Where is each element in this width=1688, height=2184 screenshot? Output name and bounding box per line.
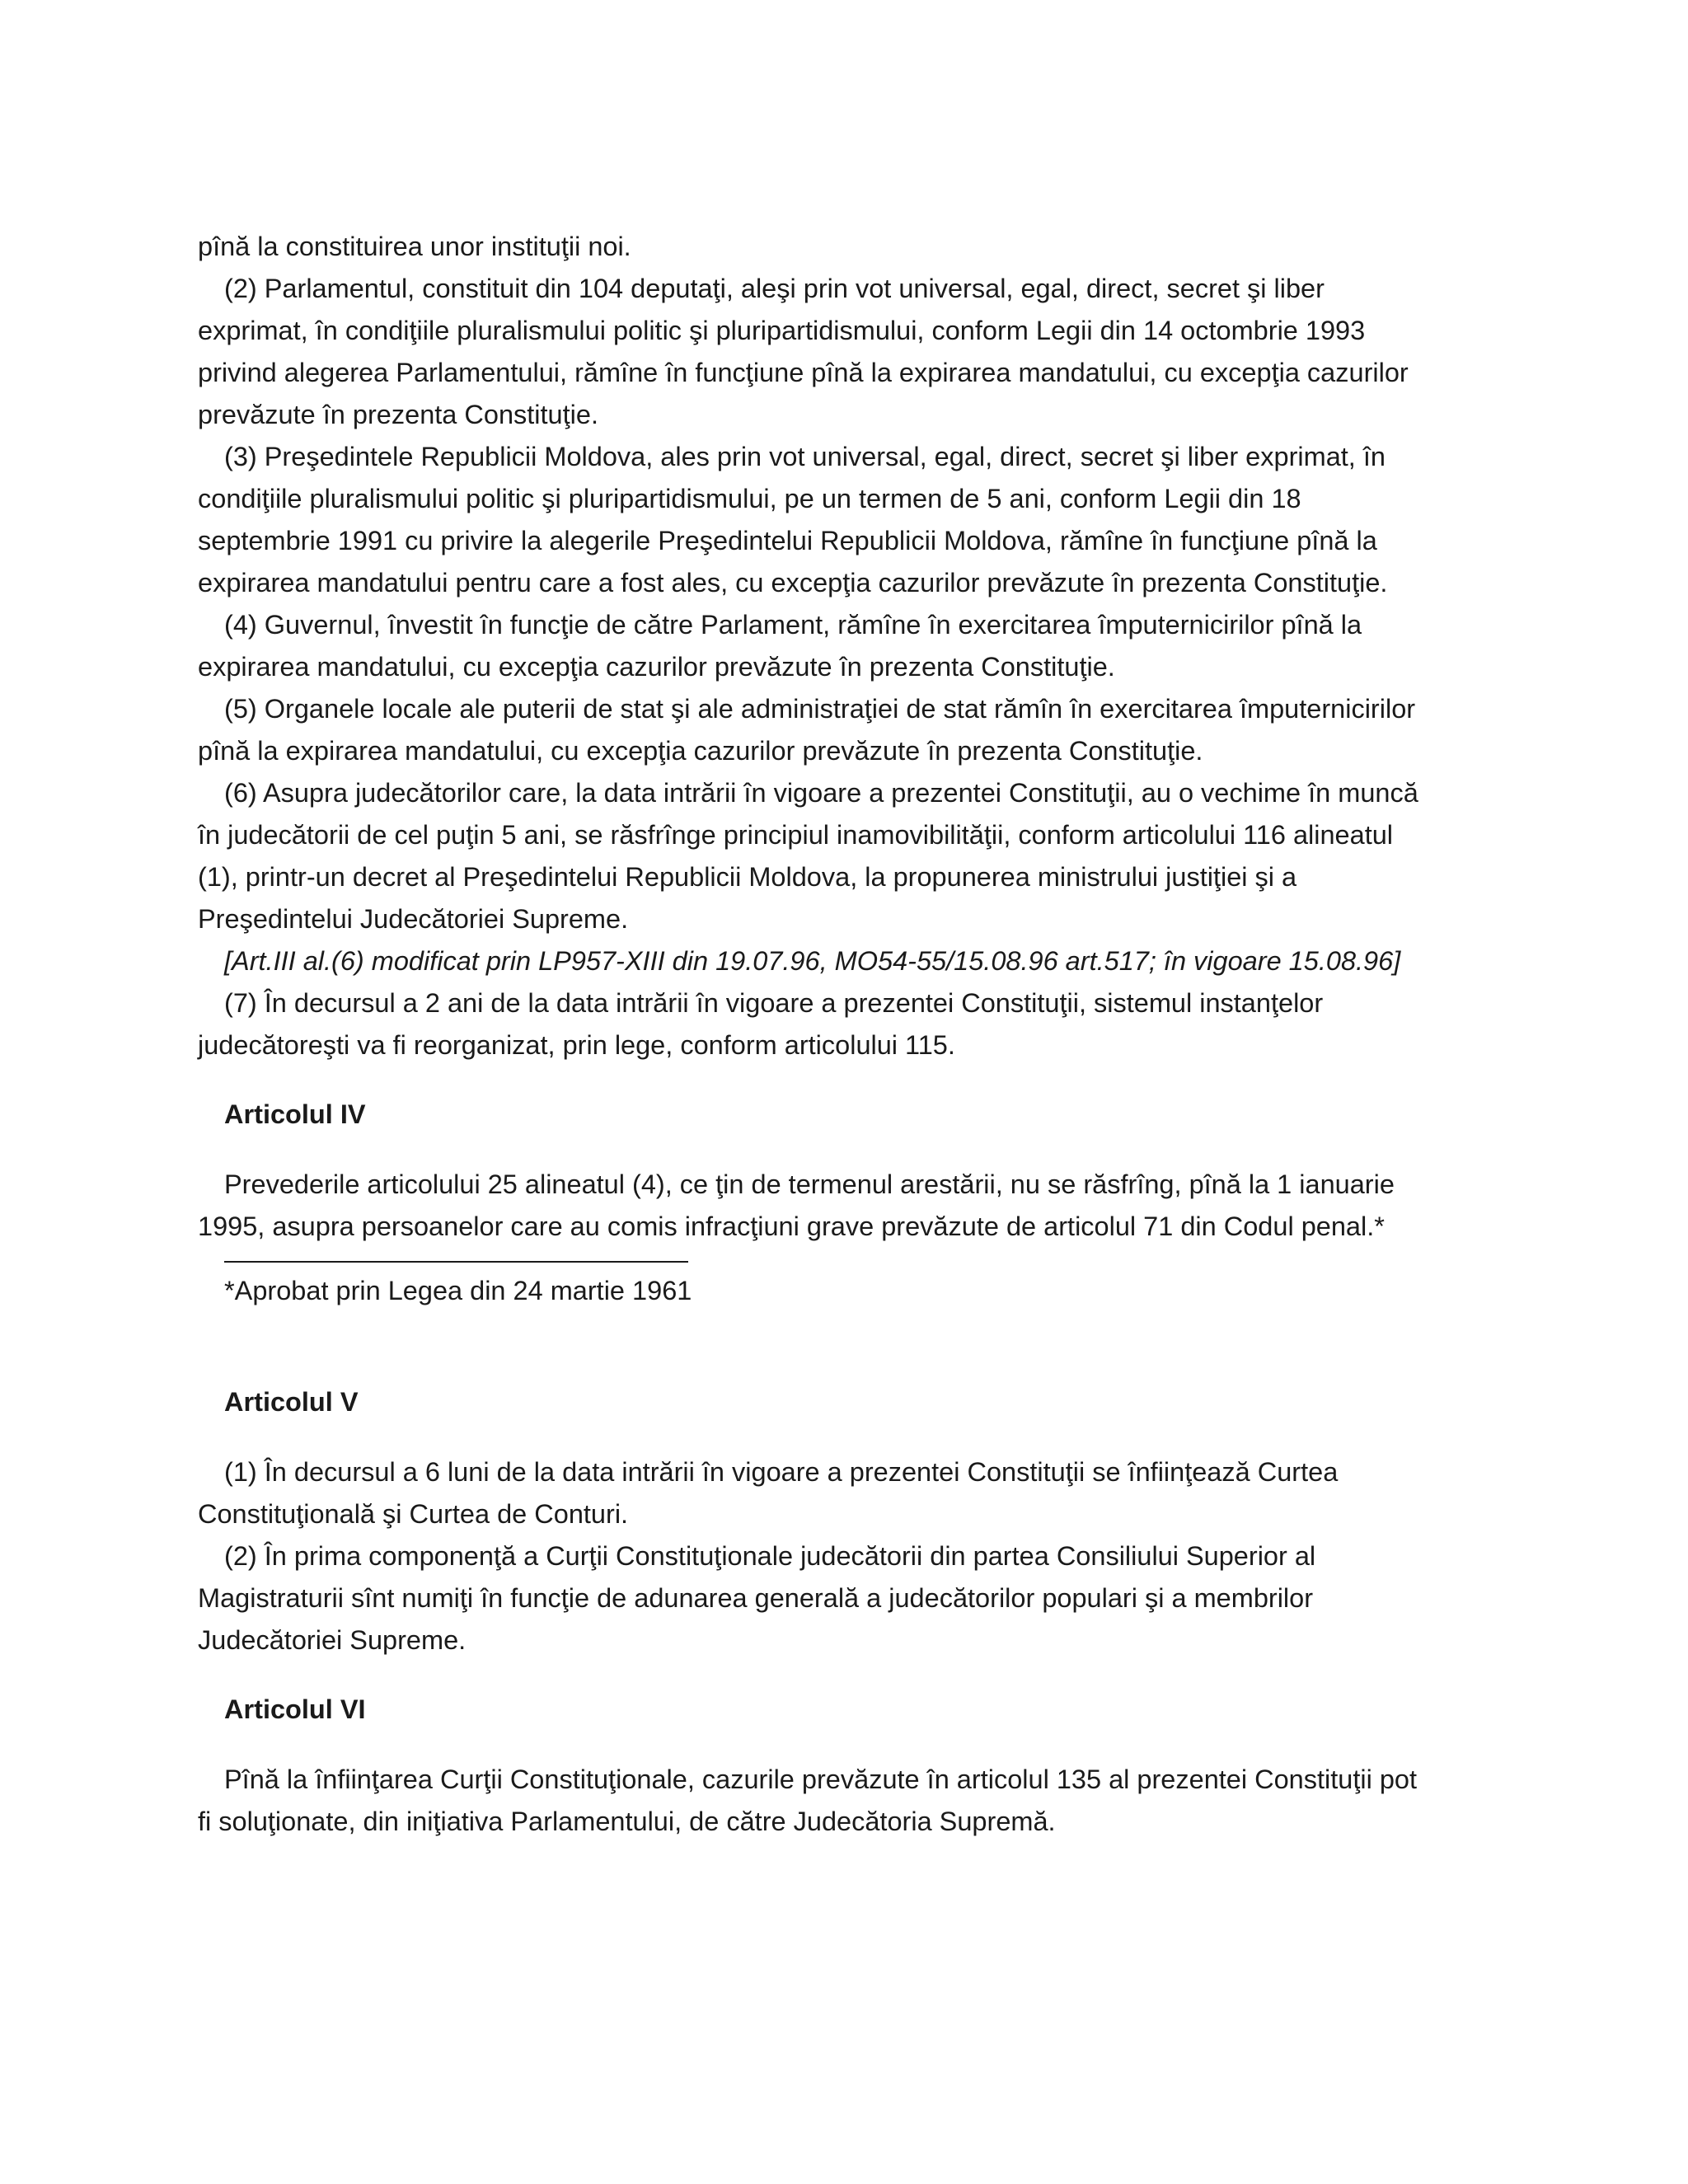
paragraph-5 <box>198 688 1517 772</box>
text-line: Constituţională şi Curtea de Conturi. <box>198 1499 629 1529</box>
text-line: (2) În prima componenţă a Curţii Constituţionale judecătorii din partea Consiliului Superior al <box>224 1541 1316 1571</box>
footnote-text: *Aprobat prin Legea din 24 martie 1961 <box>224 1276 692 1305</box>
article-6-heading: Articolul VI <box>224 1694 366 1724</box>
paragraph-4 <box>198 604 1517 688</box>
text-line: exprimat, în condiţiile pluralismului politic şi pluripartidismului, conform Legii din 14 octombrie 1993 <box>198 316 1366 345</box>
text-line: în judecătorii de cel puţin 5 ani, se răsfrînge principiul inamovibilităţii, conform articolului 116 alineatul <box>198 820 1394 850</box>
text-line: expirarea mandatului, cu excepţia cazurilor prevăzute în prezenta Constituţie. <box>198 652 1115 682</box>
text-line: judecătoreşti va fi reorganizat, prin lege, conform articolului 115. <box>198 1030 955 1060</box>
text-line: condiţiile pluralismului politic şi pluripartidismului, pe un termen de 5 ani, conform Legii din 18 <box>198 484 1301 513</box>
text-line: septembrie 1991 cu privire la alegerile Preşedintelui Republicii Moldova, rămîne în funcţiune pînă la <box>198 526 1377 555</box>
text-line: (2) Parlamentul, constituit din 104 deputaţi, aleşi prin vot universal, egal, direct, secret şi liber <box>224 274 1325 303</box>
article-4-body <box>198 1164 1517 1248</box>
text-line: (3) Preşedintele Republicii Moldova, ales prin vot universal, egal, direct, secret şi liber exprimat, în <box>224 442 1386 471</box>
article-5-heading: Articolul V <box>224 1387 359 1417</box>
text-line: pînă la expirarea mandatului, cu excepţia cazurilor prevăzute în prezenta Constituţie. <box>198 736 1203 766</box>
text-line: Magistraturii sînt numiţi în funcţie de adunarea generală a judecătorilor populari şi a membrilor <box>198 1583 1314 1613</box>
paragraph-3 <box>198 436 1517 604</box>
text-line: (5) Organele locale ale puterii de stat şi ale administraţiei de stat rămîn în exercitarea împuternicirilor <box>224 694 1416 724</box>
text-line: privind alegerea Parlamentului, rămîne în funcţiune pînă la expirarea mandatului, cu excepţia cazurilor <box>198 358 1409 387</box>
text-line: expirarea mandatului pentru care a fost ales, cu excepţia cazurilor prevăzute în prezenta Constituţie. <box>198 568 1388 598</box>
text-line: (6) Asupra judecătorilor care, la data intrării în vigoare a prezentei Constituţii, au o vechime în muncă <box>224 778 1418 808</box>
text-line: (1), printr-un decret al Preşedintelui Republicii Moldova, la propunerea ministrului justiţiei şi a <box>198 862 1297 892</box>
text-line: fi soluţionate, din iniţiativa Parlamentului, de către Judecătoria Supremă. <box>198 1807 1056 1836</box>
text-line: (7) În decursul a 2 ani de la data intrării în vigoare a prezentei Constituţii, sistemul instanţelor <box>224 988 1324 1018</box>
text-line: pînă la constituirea unor instituţii noi. <box>198 232 631 261</box>
text-line: Judecătoriei Supreme. <box>198 1625 467 1655</box>
paragraph-7 <box>198 982 1517 1066</box>
text-line: (4) Guvernul, învestit în funcţie de către Parlament, rămîne în exercitarea împuternicirilor pînă la <box>224 610 1362 640</box>
text-line: (1) În decursul a 6 luni de la data intrării în vigoare a prezentei Constituţii se înfiinţează Curtea <box>224 1457 1339 1487</box>
text-line: 1995, asupra persoanelor care au comis infracţiuni grave prevăzute de articolul 71 din Codul penal.* <box>198 1212 1385 1241</box>
article-4-heading: Articolul IV <box>224 1099 366 1129</box>
text-line: Preşedintelui Judecătoriei Supreme. <box>198 904 629 934</box>
text-line: prevăzute în prezenta Constituţie. <box>198 400 598 429</box>
paragraph-2 <box>198 268 1517 436</box>
text-line: Pînă la înfiinţarea Curţii Constituţionale, cazurile prevăzute în articolul 135 al prezentei Constituţii pot <box>224 1765 1418 1794</box>
document-page <box>198 226 1517 1843</box>
amendment-note: [Art.III al.(6) modificat prin LP957-XIII din 19.07.96, MO54-55/15.08.96 art.517; în vigoare 15.08.96] <box>224 946 1401 976</box>
text-line: Prevederile articolului 25 alineatul (4), ce ţin de termenul arestării, nu se răsfrîng, pînă la 1 ianuarie <box>224 1169 1395 1199</box>
article-6-body <box>198 1759 1517 1843</box>
article-5-body <box>198 1451 1517 1661</box>
paragraph-6 <box>198 772 1517 940</box>
footnote-divider <box>224 1261 688 1263</box>
